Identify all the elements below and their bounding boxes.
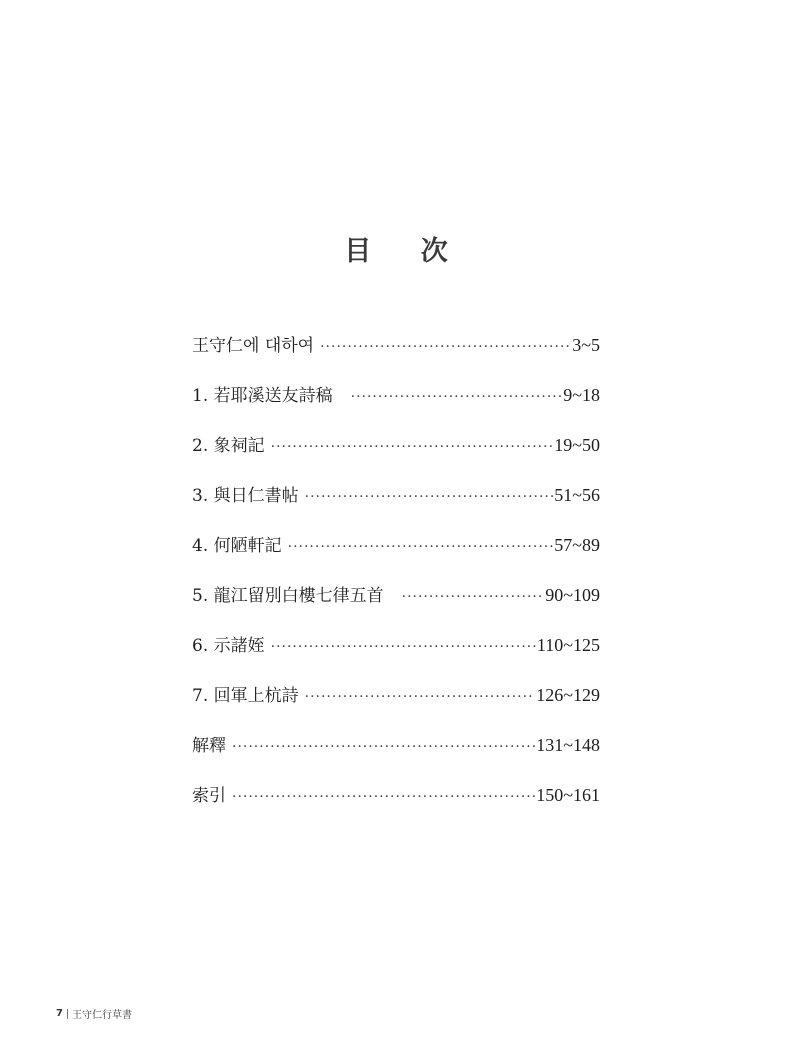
toc-entry	[192, 431, 600, 481]
toc-entry	[192, 381, 600, 431]
toc-entry-title: 2. 象祠記	[192, 436, 265, 456]
toc-entry-pages: 51~56	[554, 485, 600, 505]
toc-leader-dots	[402, 589, 545, 605]
toc-leader-dots	[232, 739, 535, 755]
toc-entry-pages: 90~109	[545, 585, 600, 605]
toc-entry-pages: 9~18	[563, 385, 600, 405]
toc-entry-title: 王守仁에 대하여	[192, 336, 315, 356]
toc-entry	[192, 581, 600, 631]
toc-entry-title: 3. 與日仁書帖	[192, 486, 299, 506]
toc-leader-dots	[271, 639, 536, 655]
toc-leader-dots	[271, 439, 554, 455]
table-of-contents	[192, 331, 600, 831]
toc-entry-title: 6. 示諸姪	[192, 636, 265, 656]
toc-leader-dots	[305, 689, 536, 705]
toc-leader-dots	[288, 539, 554, 555]
toc-entry	[192, 781, 600, 831]
toc-entry	[192, 731, 600, 781]
toc-entry	[192, 531, 600, 581]
page-title: 目 次	[344, 236, 468, 267]
toc-entry-pages: 126~129	[536, 685, 600, 705]
footer-separator	[67, 1009, 68, 1019]
page-footer	[56, 1006, 132, 1021]
toc-leader-dots	[232, 789, 535, 805]
toc-leader-dots	[351, 389, 563, 405]
toc-entry-title: 1. 若耶溪送友詩稿	[192, 386, 333, 406]
toc-entry	[192, 481, 600, 531]
toc-entry-pages: 57~89	[554, 535, 600, 555]
toc-entry-pages: 150~161	[536, 785, 600, 805]
toc-entry-title: 5. 龍江留別白樓七律五首	[192, 586, 384, 606]
toc-entry-title: 索引	[192, 786, 226, 806]
toc-entry-title: 解釋	[192, 736, 226, 756]
toc-entry	[192, 681, 600, 731]
footer-page-number: 7	[56, 1008, 63, 1019]
toc-entry-pages: 3~5	[572, 335, 600, 355]
toc-entry-pages: 131~148	[536, 735, 600, 755]
toc-entry-title: 4. 何陋軒記	[192, 536, 282, 556]
toc-entry	[192, 331, 600, 381]
toc-entry-pages: 110~125	[536, 635, 600, 655]
footer-book-title: 王守仁行草書	[71, 1010, 132, 1021]
toc-entry-title: 7. 回軍上杭詩	[192, 686, 299, 706]
toc-leader-dots	[320, 339, 571, 355]
toc-entry-pages: 19~50	[554, 435, 600, 455]
toc-leader-dots	[305, 489, 554, 505]
toc-entry	[192, 631, 600, 681]
